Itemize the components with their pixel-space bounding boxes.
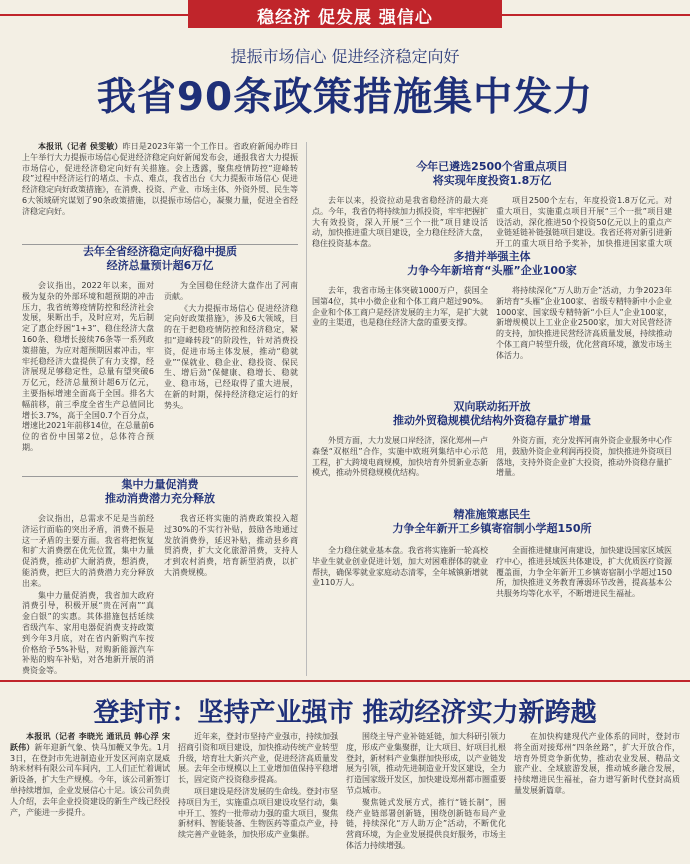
bottom-headline: 登封市：坚持产业强市 推动经济实力新跨越 (93, 698, 597, 728)
section-consumption-col2: 我省还将实施的消费政策投入超过30%的不实行补贴，鼓励各地通过发放消费券，延迟补贴，推动县乡商贸消费，扩大文化旅游消费，支持人才到农村消费，培育新型消费，以扩大消费规模。 (164, 514, 298, 577)
column-separator (306, 142, 307, 676)
section-market-entities-col1: 去年，我省市场主体突破1000万户，获国全国第4位，其中小微企业和个体工商户超过90%。企业和个体工商户是经济发展的主力军，是扩大就业的主渠道，也是稳住经济大盘的重要支撑。 (312, 286, 488, 328)
lead-byline: 本报讯（记者 侯雯敏） (38, 142, 123, 151)
section-livelihood-col2: 全面推进健康河南建设，加快建设国家区域医疗中心，推进县域医共体建设，扩大优质医疗资源覆盖面，力争全年新开工乡镇寄宿制小学超过150所，加快推进义务教育薄弱环节改善，提高基本公共服务均等化水平，不断增进民生福祉。 (496, 546, 672, 599)
section-investment-col2: 项目2500个左右，年度投资1.8万亿元。对重大项目，实施重点项目开展“三个一批”项目建设活动，深化推进50个投资50亿元以上的重点产业链延链补链强链项目建设。我省还将对新引进新开工的重大项目给予奖补，加快推进国家重大项 (496, 196, 672, 248)
section-opening-col2: 外资方面，充分发挥河南外资企业服务中心作用，鼓励外资企业利润再投资，加快推进外资项目落地，支持外资企业扩大投资，推动外资稳存量扩增量。 (496, 436, 672, 478)
section-title-investment: 今年已遴选2500个省重点项目 将实现年度投资1.8万亿 (416, 160, 568, 187)
section-market-entities-col2: 将持续深化“万人助万企”活动，力争2023年新培育“头雁”企业100家、省级专精特新中小企业1000家、国家级专精特新“小巨人”企业100家，新增规模以上工业企业2500家，加大对民营经济的支持，加快推进民营经济高质量发展，持续推动个体工商户转型升级，优化营商环境，激发市场主体活力。 (496, 286, 672, 360)
section-divider (22, 476, 298, 477)
bottom-col1: 本报讯（记者 李晓光 通讯员 韩心浮 宋跃伟）新年迎新气象、快马加鞭又争先。1月3日，在登封市先进制造业开发区河南京晟威纳米材料有限公司车间内，工人们正忙着调试新设备，扩大生产规模。今年，该公司新签订单持续增加，企业发展信心十足。该公司负责人介绍，去年企业投资建设的新生产线已经投产，产能进一步提升。 (10, 732, 170, 817)
section-title-opening: 双向联动拓开放 推动外贸稳规模优结构外资稳存量扩增量 (393, 400, 591, 427)
masthead-title: 稳经济 促发展 强信心 (257, 8, 433, 28)
section-title-market-entities: 多措并举强主体 力争今年新培育“头雁”企业100家 (407, 250, 577, 277)
section-livelihood-col1: 全力稳住就业基本盘。我省将实施新一轮高校毕业生就业创业促进计划，加大对困难群体的就业帮扶，确保零就业家庭动态清零，全年城镇新增就业110万人。 (312, 546, 488, 588)
page-headline: 我省90条政策措施集中发力 (96, 75, 594, 120)
section-investment-col1: 去年以来，投资拉动是我省稳经济的最大亮点。今年，我省仍将持续加力抓投资，牢牢把握扩大有效投资，深入开展“三个一批”项目建设活动，加快推进重大项目建设，全力稳住经济大盘，稳住投资基本盘。 (312, 196, 488, 248)
section-title-consumption: 集中力量促消费 推动消费潜力充分释放 (105, 478, 215, 505)
bottom-rule (0, 680, 690, 682)
lead-text: 昨日是2023年第一个工作日。省政府新闻办昨日上午举行大力提振市场信心促进经济稳定向好新闻发布会，通报我省大力提振市场信心，促进经济稳定向好有关措施。会上透露，聚焦疫情防控“迎峰转段”过程中经济运行的堵点、卡点、难点，我省出台《大力提振市场信心 促进经济稳定向好政策措施》，在消费、投资、产业、市场主体、外资外贸、民生等6大领域研究谋划了90条政策措施，以提振市场信心，凝聚力量，促进全省经济稳定向好。 (22, 142, 298, 216)
section-title-livelihood: 精准施策惠民生 力争全年新开工乡镇寄宿制小学超150所 (392, 508, 592, 535)
bottom-col4: 在加快构建现代产业体系的同时，登封市将全面对接郑州“四条丝路”，扩大开放合作，培育外贸竞争新优势，推动农业发展、精品文旅产业、全域旅游发展，推动城乡融合发展，持续增进民生福祉，奋力谱写新时代登封高质量发展新篇章。 (514, 732, 680, 795)
section-opening-col1: 外贸方面，大力发展口岸经济，深化郑州—卢森堡“双枢纽”合作，实施中欧班列集结中心示范工程，扩大跨境电商规模，加快培育外贸新业态新模式，推动外贸稳规模优结构。 (312, 436, 488, 478)
bottom-col3: 围绕主导产业补链延链，加大科研引领力度，形成产业集聚群，让大项目、好项目扎根登封，新材料产业集群加快形成，以产业链发展为引领，推动先进制造业开发区建设，全力打造国家级开发区，加快建设郑州都市圈重要节点城市。 聚焦链式发展方式，推行“链长制”，围绕产业链部署创新链，围绕创新链布局产业链，持续深化“万人助万企”活动，不断优化营商环境，为企业发展提供良好服务，市场主体活力持续增强。 (346, 732, 506, 850)
section-economy-col1: 会议指出，2022年以来，面对极为复杂的外部环境和超预期的冲击压力，我省统筹疫情防控和经济社会发展，果断出手，及时应对，先后制定了惠企纾困“1+3”、稳住经济大盘160条、稳增长接续76条等一系列政策措施，为应对超预期因素冲击，牢牢托稳经济大盘提供了有力支撑，经济展现足够稳定性，总量有望突破6万亿元，经济总量预计超6万亿元，主要指标增速全面高于全国。排名大幅前移，前三季度全省生产总值同比增长3.7%，高于全国0.7个百分点，增速比2021年前移14位，在总量前6位的省份中国第2位，总体符合预期。 (22, 281, 154, 452)
section-consumption-col1: 会议指出，总需求不足是当前经济运行面临的突出矛盾，消费不振是这一矛盾的主要方面。我省将把恢复和扩大消费摆在优先位置，集中力量促消费，推动扩大耐消费，想消费，能消费，把巨大的消费潜力充分释放出来。 集中力量促消费，我省加大政府消费引导，积极开展“贵在河南”“真金白银”的实惠。其体措施包括延续省级汽车、家用电器促消费支持政策到今年3月底，对在省内新购汽车按价格给予5%补贴，对购新能源汽车补贴的购车补贴，对各地新开展的消费资金等。 (22, 514, 154, 676)
lead-paragraph (22, 142, 298, 242)
bottom-col2: 近年来，登封市坚持产业强市，持续加强招商引资和项目建设，加快推动传统产业转型升级，培育壮大新兴产业，促进经济高质量发展。去年全市规模以上工业增加值保持平稳增长，固定资产投资稳步提高。 项目建设是经济发展的生命线。登封市坚持项目为王，实施重点项目建设攻坚行动，集中开工、签约一批带动力强的重大项目，聚焦新材料、智能装备、生物医药等重点产业，持续完善产业链条，加快形成产业集群。 (178, 732, 338, 840)
kicker: 提振市场信心 促进经济稳定向好 (230, 47, 460, 66)
bottom-byline: 本报讯（记者 李晓光 通讯员 韩心浮 宋跃伟） (10, 732, 170, 752)
section-economy-col2: 为全国稳住经济大盘作出了河南贡献。 《大力提振市场信心 促进经济稳定向好政策措施》，涉及6大领域，目的在于把稳疫情防控和经济稳定，紧扣“迎峰转段”的阶段性，针对消费投资，促进市场主体发展，推动“稳就业”“保就业、稳企业、稳投资、保民生、增后劲”保健康、稳增长、稳就业、稳市场，已经取得了重大进展，在新的时期，保持经济稳定运行的好势头。 (164, 281, 298, 410)
section-title-economy: 去年全省经济稳定向好稳中提质 经济总量预计超6万亿 (83, 245, 237, 272)
